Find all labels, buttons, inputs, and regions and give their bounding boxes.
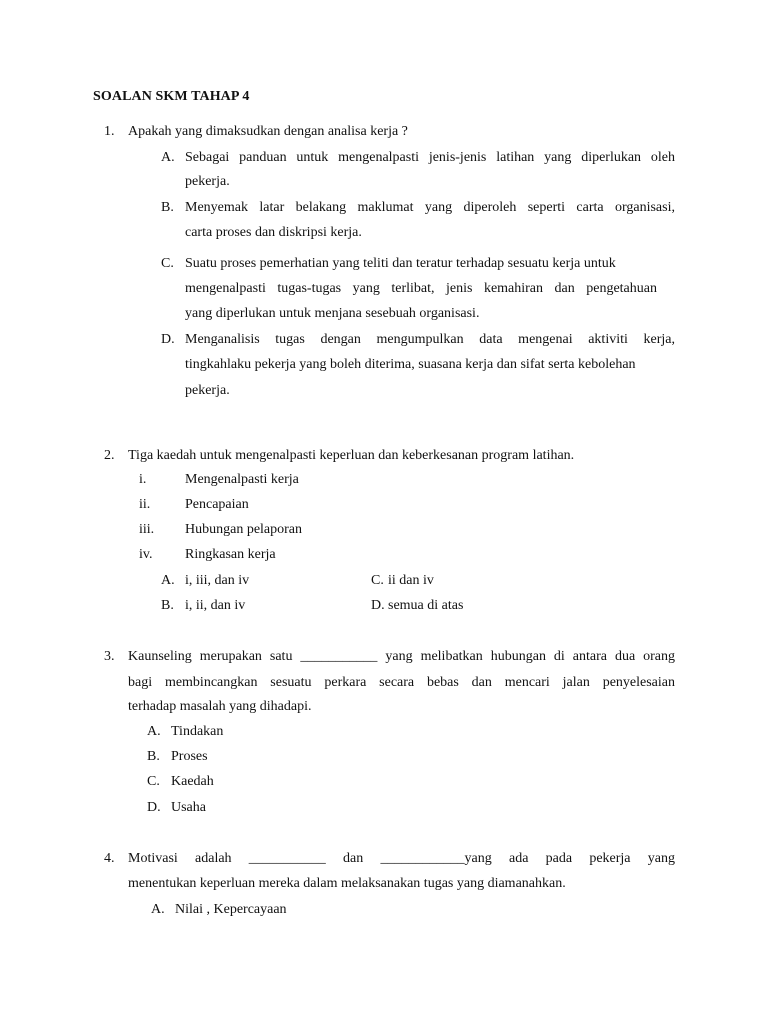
q1-option-d-line-3: pekerja.: [185, 383, 230, 398]
q2-option-a-letter: A.: [161, 573, 175, 588]
q3-option-a-letter: A.: [147, 724, 161, 739]
q1-option-c-letter: C.: [161, 256, 174, 271]
q2-option-a-text: i, iii, dan iv: [185, 573, 250, 588]
q1-option-b-letter: B.: [161, 200, 174, 215]
q1-option-a-line-2: pekerja.: [185, 174, 230, 189]
q2-option-d-letter: D.: [371, 598, 385, 613]
q1-option-d-line-1: Menganalisis tugas dengan mengumpulkan data mengenai aktiviti kerja,: [185, 332, 675, 347]
q1-option-c-line-2: mengenalpasti tugas-tugas yang terlibat, jenis kemahiran dan pengetahuan: [185, 281, 657, 296]
question-3-line-1: Kaunseling merupakan satu ___________ yang melibatkan hubungan di antara dua orang: [128, 649, 675, 664]
q2-item-ii-roman: ii.: [139, 497, 151, 512]
question-3-line-2: bagi membincangkan sesuatu perkara secara bebas dan mencari jalan penyelesaian: [128, 675, 675, 690]
q2-item-ii-text: Pencapaian: [185, 497, 249, 512]
q2-item-iv-text: Ringkasan kerja: [185, 547, 276, 562]
q3-option-b-letter: B.: [147, 749, 160, 764]
question-4-number: 4.: [104, 851, 115, 866]
q2-item-iii-roman: iii.: [139, 522, 155, 537]
q1-option-d-line-2: tingkahlaku pekerja yang boleh diterima, suasana kerja dan sifat serta kebolehan: [185, 357, 636, 372]
q3-option-a-text: Tindakan: [171, 724, 224, 739]
question-2-number: 2.: [104, 448, 115, 463]
question-3-line-3: terhadap masalah yang dihadapi.: [128, 699, 312, 714]
q2-option-b-text: i, ii, dan iv: [185, 598, 246, 613]
q2-item-iv-roman: iv.: [139, 547, 153, 562]
q2-option-b-letter: B.: [161, 598, 174, 613]
q2-item-i-roman: i.: [139, 472, 147, 487]
q2-option-c-text: ii dan iv: [388, 573, 434, 588]
q2-item-i-text: Mengenalpasti kerja: [185, 472, 299, 487]
q3-option-d-letter: D.: [147, 800, 161, 815]
q2-item-iii-text: Hubungan pelaporan: [185, 522, 303, 537]
q2-option-d-text: semua di atas: [388, 598, 464, 613]
q2-option-c-letter: C.: [371, 573, 384, 588]
q3-option-b-text: Proses: [171, 749, 208, 764]
q1-option-a-line-1: Sebagai panduan untuk mengenalpasti jenis-jenis latihan yang diperlukan oleh: [185, 150, 675, 165]
question-1-number: 1.: [104, 124, 115, 139]
question-1-text: Apakah yang dimaksudkan dengan analisa kerja ?: [128, 124, 408, 139]
q1-option-c-line-3: yang diperlukan untuk menjana sesebuah organisasi.: [185, 306, 480, 321]
q1-option-d-letter: D.: [161, 332, 175, 347]
q3-option-d-text: Usaha: [171, 800, 206, 815]
q1-option-b-line-2: carta proses dan diskripsi kerja.: [185, 225, 362, 240]
q4-option-a-text: Nilai , Kepercayaan: [175, 902, 287, 917]
q4-option-a-letter: A.: [151, 902, 165, 917]
q1-option-c-line-1: Suatu proses pemerhatian yang teliti dan teratur terhadap sesuatu kerja untuk: [185, 256, 616, 271]
question-4-line-2: menentukan keperluan mereka dalam melaksanakan tugas yang diamanahkan.: [128, 876, 566, 891]
q3-option-c-letter: C.: [147, 774, 160, 789]
question-4-line-1: Motivasi adalah ___________ dan ____________yang ada pada pekerja yang: [128, 851, 675, 866]
q1-option-a-letter: A.: [161, 150, 175, 165]
question-3-number: 3.: [104, 649, 115, 664]
q1-option-b-line-1: Menyemak latar belakang maklumat yang diperoleh seperti carta organisasi,: [185, 200, 675, 215]
q3-option-c-text: Kaedah: [171, 774, 214, 789]
page-title: SOALAN SKM TAHAP 4: [93, 89, 250, 104]
question-2-text: Tiga kaedah untuk mengenalpasti keperluan dan keberkesanan program latihan.: [128, 448, 575, 463]
